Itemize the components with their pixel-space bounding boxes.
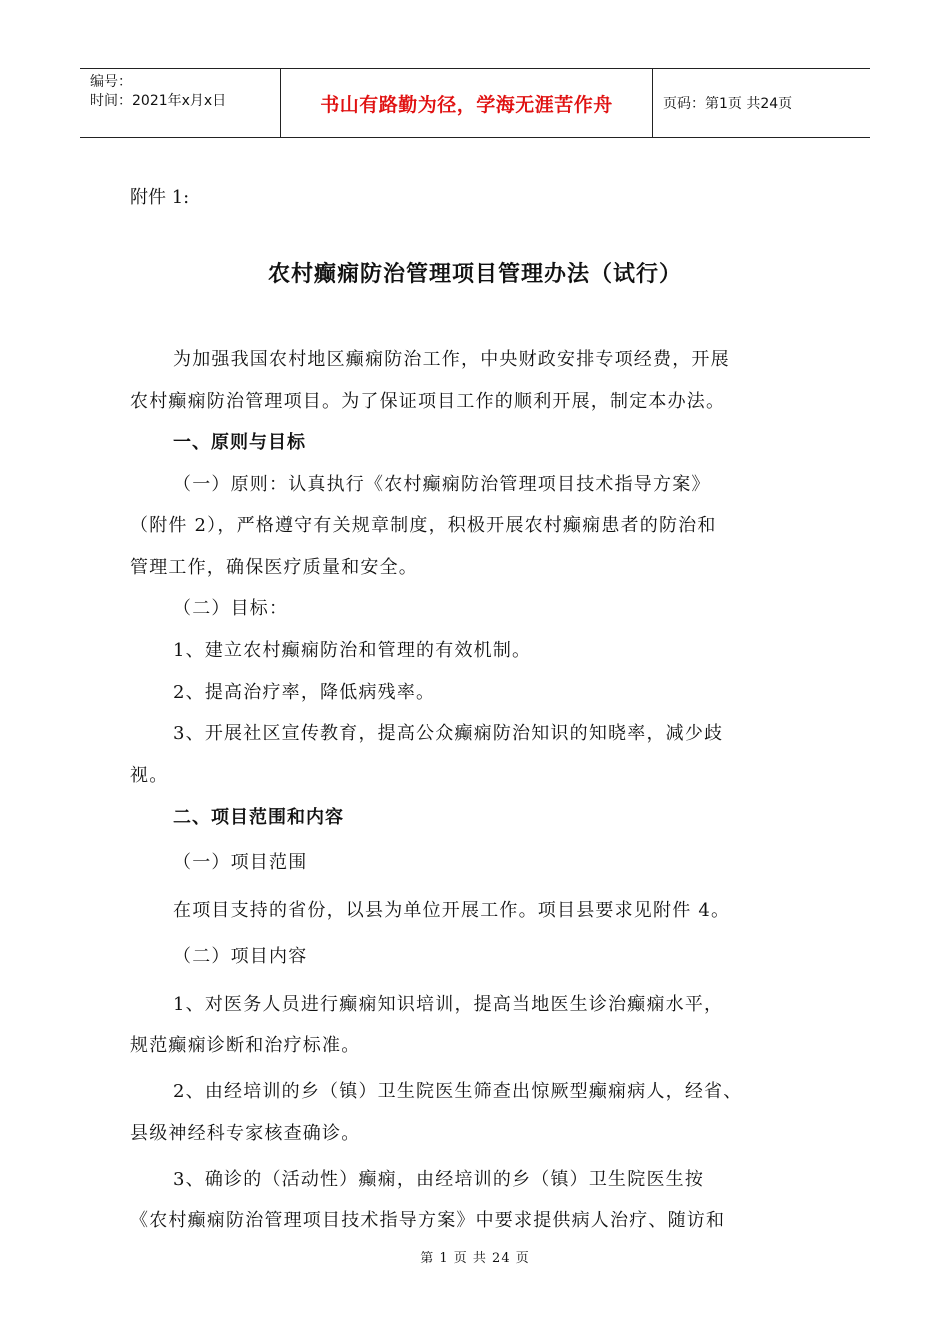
document-title: 农村癫痫防治管理项目管理办法（试行） (267, 262, 682, 287)
header-motto-cell (280, 69, 653, 137)
attachment-label: 附件 1: (130, 187, 190, 208)
body-line: 县级神经科专家核查确诊。 (130, 1123, 361, 1144)
list-item: 3、确诊的（活动性）癫痫，由经培训的乡（镇）卫生院医生按 (173, 1169, 705, 1190)
body-line: 农村癫痫防治管理项目。为了保证项目工作的顺利开展，制定本办法。 (130, 391, 726, 412)
body-line: （一）原则：认真执行《农村癫痫防治管理项目技术指导方案》 (173, 474, 711, 495)
section-heading: 二、项目范围和内容 (173, 807, 344, 828)
document-header-table (80, 68, 870, 138)
body-line: 规范癫痫诊断和治疗标准。 (130, 1035, 361, 1056)
section-heading: 一、原则与目标 (173, 432, 306, 453)
header-page-info: 页码：第1页 共24页 (663, 96, 793, 112)
date-label: 时间：2021年x月x日 (90, 93, 227, 109)
serial-number-label: 编号： (90, 74, 132, 90)
list-item: 2、由经培训的乡（镇）卫生院医生筛查出惊厥型癫痫病人，经省、 (173, 1081, 743, 1102)
list-item: 3、开展社区宣传教育，提高公众癫痫防治知识的知晓率，减少歧 (173, 723, 724, 744)
subheading-line: （一）项目范围 (173, 852, 308, 873)
motto-text: 书山有路勤为径，学海无涯苦作舟 (320, 93, 613, 116)
list-item: 1、建立农村癫痫防治和管理的有效机制。 (173, 640, 532, 661)
subheading-line: （二）目标： (173, 598, 289, 619)
body-line: 《农村癫痫防治管理项目技术指导方案》中要求提供病人治疗、随访和 (130, 1210, 726, 1231)
header-meta-cell (80, 69, 280, 137)
list-item: 2、提高治疗率，降低病残率。 (173, 682, 436, 703)
subheading-line: （二）项目内容 (173, 946, 308, 967)
body-line: 为加强我国农村地区癫痫防治工作，中央财政安排专项经费，开展 (173, 349, 730, 370)
header-page-cell (653, 69, 870, 137)
body-line: 视。 (130, 765, 169, 786)
body-line: 管理工作，确保医疗质量和安全。 (130, 557, 418, 578)
body-line: 在项目支持的省份，以县为单位开展工作。项目县要求见附件 4。 (173, 900, 731, 921)
page-footer: 第 1 页 共 24 页 (420, 1251, 530, 1266)
body-line: （附件 2），严格遵守有关规章制度，积极开展农村癫痫患者的防治和 (130, 515, 717, 536)
list-item: 1、对医务人员进行癫痫知识培训，提高当地医生诊治癫痫水平， (173, 994, 724, 1015)
